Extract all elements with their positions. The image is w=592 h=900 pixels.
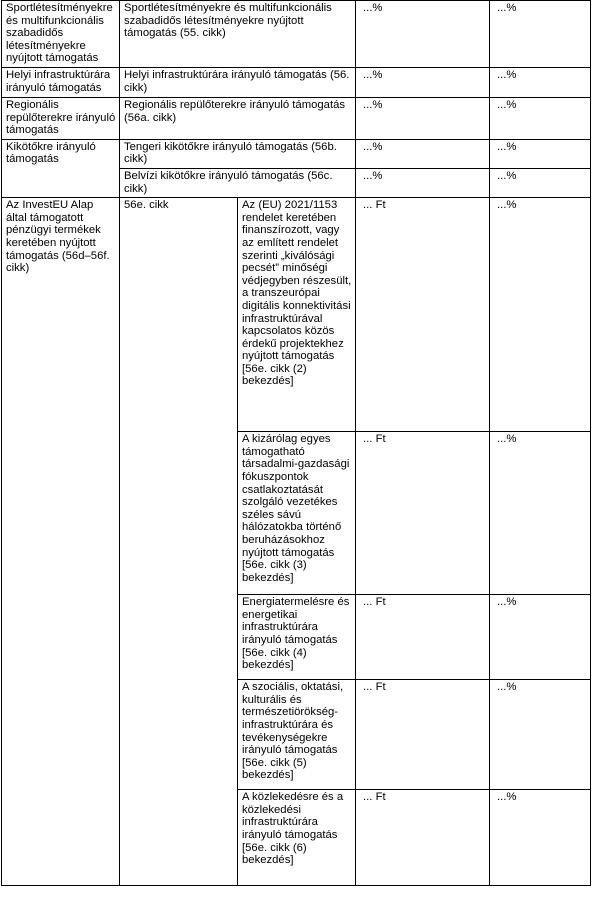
value-cell: ... Ft xyxy=(356,790,490,886)
value-cell: ...% xyxy=(490,198,591,432)
value-cell: ...% xyxy=(490,790,591,886)
article-cell: 56e. cikk xyxy=(120,198,238,886)
description-cell: A közlekedésre és a közlekedési infrastruktúrára irányuló támogatás [56e. cikk (6) bekezdés] xyxy=(238,790,356,886)
value-cell: ... Ft xyxy=(356,432,490,595)
table-row xyxy=(2,198,591,432)
description-cell: Az (EU) 2021/1153 rendelet keretében finanszírozott, vagy az említett rendelet szerinti „kiválósági pecsét” minőségi védjegyben részesült, a transzeurópai digitális konnektivitási infrastruktúrával kapcsolatos közös érdekű projektekhez nyújtott támogatás [56e. cikk (2) bekezdés] xyxy=(238,198,356,432)
value-cell: ...% xyxy=(356,139,490,168)
category-cell: Helyi infrastruktúrára irányuló támogatás xyxy=(2,68,120,98)
value-cell: ...% xyxy=(356,168,490,197)
value-cell: ... Ft xyxy=(356,680,490,790)
value-cell: ...% xyxy=(490,98,591,140)
table-row xyxy=(2,139,591,168)
table-row xyxy=(2,68,591,98)
value-cell: ...% xyxy=(490,68,591,98)
article-cell: Helyi infrastruktúrára irányuló támogatás (56. cikk) xyxy=(120,68,356,98)
category-cell: Regionális repülőterekre irányuló támogatás xyxy=(2,98,120,140)
value-cell: ... Ft xyxy=(356,595,490,680)
value-cell: ...% xyxy=(490,680,591,790)
value-cell: ... Ft xyxy=(356,198,490,432)
category-cell: Sportlétesítményekre és multifunkcionális szabadidős létesítményekre nyújtott támogatás xyxy=(2,1,120,68)
value-cell: ...% xyxy=(356,98,490,140)
value-cell: ...% xyxy=(490,168,591,197)
article-cell: Belvízi kikötőkre irányuló támogatás (56c. cikk) xyxy=(120,168,356,197)
aid-table xyxy=(1,0,591,886)
table-row xyxy=(2,1,591,68)
category-cell: Kikötőkre irányuló támogatás xyxy=(2,139,120,197)
article-cell: Tengeri kikötőkre irányuló támogatás (56b. cikk) xyxy=(120,139,356,168)
category-cell: Az InvestEU Alap által támogatott pénzügyi termékek keretében nyújtott támogatás (56d–56f. cikk) xyxy=(2,198,120,886)
value-cell: ...% xyxy=(490,595,591,680)
value-cell: ...% xyxy=(356,68,490,98)
article-cell: Regionális repülőterekre irányuló támogatás (56a. cikk) xyxy=(120,98,356,140)
description-cell: A kizárólag egyes támogatható társadalmi-gazdasági fókuszpontok csatlakoztatását szolgáló vezetékes széles sávú hálózatokba történő beruházásokhoz nyújtott támogatás [56e. cikk (3) bekezdés] xyxy=(238,432,356,595)
value-cell: ...% xyxy=(490,432,591,595)
value-cell: ...% xyxy=(490,139,591,168)
table-row xyxy=(2,98,591,140)
description-cell: Energiatermelésre és energetikai infrastruktúrára irányuló támogatás [56e. cikk (4) bekezdés] xyxy=(238,595,356,680)
description-cell: A szociális, oktatási, kulturális és természetiörökség-infrastruktúrára és tevékenységekre irányuló támogatás [56e. cikk (5) bekezdés] xyxy=(238,680,356,790)
article-cell: Sportlétesítményekre és multifunkcionális szabadidős létesítményekre nyújtott támogatás (55. cikk) xyxy=(120,1,356,68)
value-cell: ...% xyxy=(490,1,591,68)
value-cell: ...% xyxy=(356,1,490,68)
